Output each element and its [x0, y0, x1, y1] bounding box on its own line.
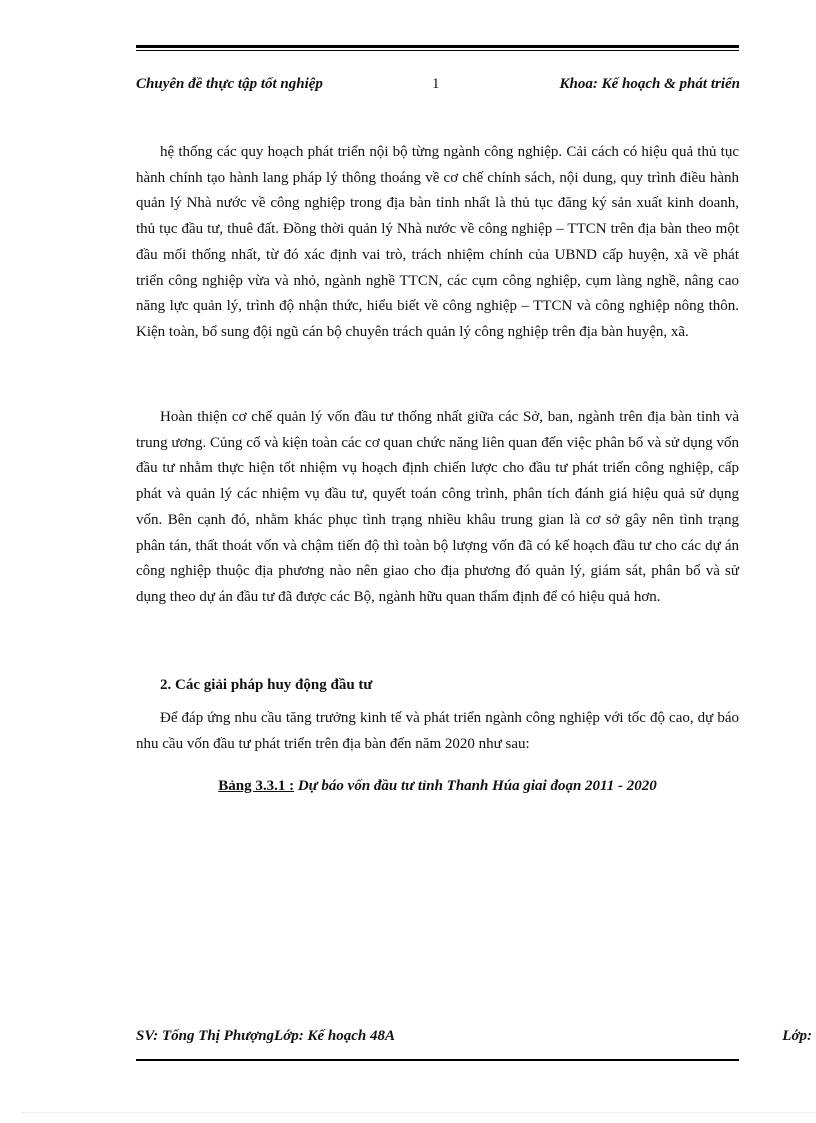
table-caption	[136, 778, 739, 795]
table-caption-label: Bảng 3.3.1 :	[218, 778, 295, 794]
page-edge-divider	[22, 1112, 816, 1113]
header-faculty: Khoa: Kế hoạch & phát triển	[559, 76, 740, 92]
header-document-title: Chuyên đề thực tập tốt nghiệp	[136, 76, 323, 92]
footer-student: SV: Tống Thị PhượngLớp: Kế hoạch 48A	[136, 1028, 396, 1044]
footer-class: Lớp:	[782, 1028, 812, 1044]
header-rule-thin	[136, 50, 739, 51]
page-header	[136, 76, 740, 98]
body-paragraph-1: hệ thống các quy hoạch phát triển nội bộ từng ngành công nghiệp. Cải cách có hiệu quả thủ tục hành chính tạo hành lang pháp lý thông thoáng về cơ chế chính sách, nội dung, quy trình điều hành quản lý Nhà nước về công nghiệp trong địa bàn tỉnh nhất là thủ tục đăng ký sản xuất kinh doanh, thủ tục đầu tư, thuê đất. Đồng thời quản lý Nhà nước về công nghiệp – TTCN trên địa bàn theo một đầu mối thống nhất, từ đó xác định vai trò, trách nhiệm chính của UBND cấp huyện, xã về phát triển công nghiệp vừa và nhỏ, ngành nghề TTCN, các cụm công nghiệp, cụm làng nghề, nâng cao năng lực quản lý, trình độ nhận thức, hiểu biết về công nghiệp – TTCN và công nghiệp nông thôn. Kiện toàn, bổ sung đội ngũ cán bộ chuyên trách quản lý công nghiệp trên địa bàn huyện, xã.	[136, 144, 739, 340]
table-caption-title: Dự báo vốn đầu tư tỉnh Thanh Húa giai đoạn 2011 - 2020	[294, 778, 657, 794]
header-rule-thick	[136, 45, 739, 48]
footer-rule	[136, 1059, 739, 1061]
page-number: 1	[432, 76, 440, 92]
section-heading: 2. Các giải pháp huy động đầu tư	[160, 677, 373, 693]
page-footer	[136, 1028, 816, 1050]
body-paragraph-2: Hoàn thiện cơ chế quản lý vốn đầu tư thống nhất giữa các Sở, ban, ngành trên địa bàn tỉnh và trung ương. Củng cố và kiện toàn các cơ quan chức năng liên quan đến việc phân bổ và sử dụng vốn đầu tư nhằm thực hiện tốt nhiệm vụ hoạch định chiến lược cho đầu tư phát triển công nghiệp, cấp phát và quản lý các nhiệm vụ đầu tư, quyết toán công trình, phân tích đánh giá hiệu quả sử dụng vốn. Bên cạnh đó, nhằm khác phục tình trạng nhiều khâu trung gian là cơ sở gây nên tình trạng phân tán, thất thoát vốn và chậm tiến độ thì toàn bộ lượng vốn đã có kế hoạch đầu tư cho các dự án công nghiệp thuộc địa phương nào nên giao cho địa phương đó quản lý, giám sát, phân bổ và sử dụng theo dự án đầu tư đã được các Bộ, ngành hữu quan thẩm định để có hiệu quả hơn.	[136, 409, 739, 605]
body-paragraph-3: Để đáp ứng nhu cầu tăng trưởng kinh tế và phát triển ngành công nghiệp với tốc độ cao, dự báo nhu cầu vốn đầu tư phát triển trên địa bàn đến năm 2020 như sau:	[136, 710, 739, 752]
